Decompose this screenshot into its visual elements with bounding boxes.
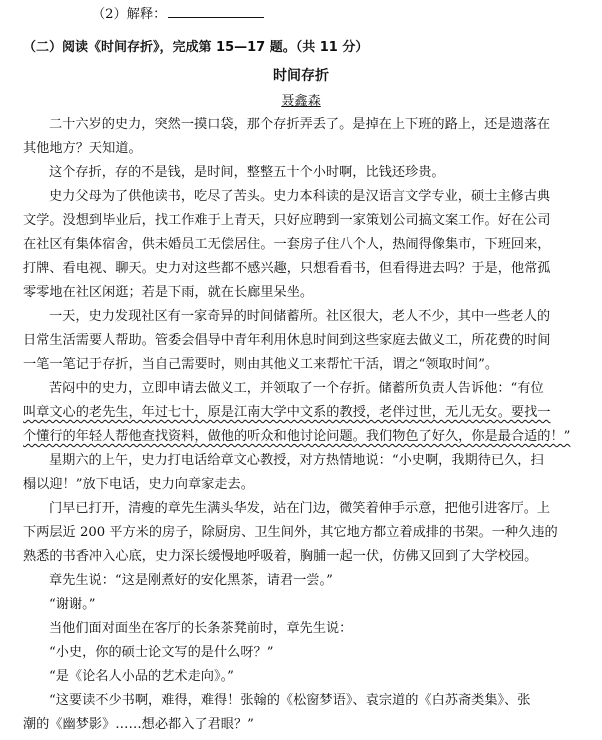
paragraph-line: 潮的《幽梦影》……想必都入了君眼？” xyxy=(23,717,254,732)
paragraph-line: 在社区有集体宿舍，供未婚员工无偿居住。一套房子住八个人，热闹得像集市，下班回来， xyxy=(23,237,551,252)
question-2-label: （2）解释： xyxy=(92,7,167,22)
paragraph-line: 文学。没想到毕业后，找工作难于上青天，只好应聘到一家策划公司搞文案工作。好在公司 xyxy=(23,213,551,228)
article-author xyxy=(0,93,602,111)
paragraph-line: 史力父母为了供他读书，吃尽了苦头。史力本科读的是汉语言文学专业，硕士主修古典 xyxy=(49,189,551,204)
paragraph-line: “小史，你的硕士论文写的是什么呀？” xyxy=(49,645,274,660)
paragraph-line: 苦闷中的史力，立即申请去做义工，并领取了一个存折。储蓄所负责人告诉他：“有位 xyxy=(49,381,544,396)
paragraph-line: 日常生活需要人帮助。管委会倡导中青年利用休息时间到这些家庭去做义工，所花费的时间 xyxy=(23,333,551,348)
paragraph-line: 星期六的上午，史力打电话给章文心教授，对方热情地说：“小史啊，我期待已久，扫 xyxy=(49,453,544,468)
author-name: 聂鑫森 xyxy=(281,94,321,109)
paragraph-line: 一笔一笔记于存折，当自己需要时，则由其他义工来帮忙干活，谓之“领取时间”。 xyxy=(23,357,499,372)
paragraph-line: 当他们面对面坐在客厅的长条茶凳前时，章先生说： xyxy=(49,621,353,636)
question-2-line xyxy=(92,4,264,24)
paragraph-line: “是《论名人小品的艺术走向》。” xyxy=(49,669,234,684)
answer-blank[interactable] xyxy=(168,4,264,18)
paragraph-line: 榻以迎！”放下电话，史力向章家走去。 xyxy=(23,477,254,492)
paragraph-line: 下两层近 200 平方米的房子，除厨房、卫生间外，其它地方都立着成排的书架。一种久违的 xyxy=(23,525,558,540)
paragraph-line: 叫章文心的老先生，年过七十，原是江南大学中文系的教授，老伴过世，无儿无女。要找一 xyxy=(23,405,551,420)
paragraph-line: 其他地方？天知道。 xyxy=(23,141,142,156)
section-heading: （二）阅读《时间存折》，完成第 15—17 题。（共 11 分） xyxy=(23,40,369,55)
paragraph-line: 熟悉的书香冲入心底，史力深长缓慢地呼吸着，胸脯一起一伏，仿佛又回到了大学校园。 xyxy=(23,549,538,564)
paragraph-line: “这要读不少书啊，难得，难得！张翰的《松窗梦语》、袁宗道的《白苏斋类集》、张 xyxy=(49,693,531,708)
paragraph-line: 打牌、看电视、聊天。史力对这些都不感兴趣，只想看看书，但看得进去吗？于是，他常孤 xyxy=(23,261,551,276)
paragraph-line: 一天，史力发现社区有一家奇异的时间储蓄所。社区很大，老人不少，其中一些老人的 xyxy=(49,309,551,324)
paragraph-line: 零零地在社区闲逛；若是下雨，就在长廊里呆坐。 xyxy=(23,285,314,300)
paragraph-line: 门早已打开，清瘦的章先生满头华发，站在门边，微笑着伸手示意，把他引进客厅。上 xyxy=(49,501,551,516)
article-title: 时间存折 xyxy=(273,68,329,84)
paragraph-line: 这个存折，存的不是钱，是时间，整整五十个小时啊，比钱还珍贵。 xyxy=(49,165,445,180)
paragraph-line: 章先生说：“这是刚煮好的安化黑茶，请君一尝。” xyxy=(49,573,333,588)
paragraph-line: 个懂行的年轻人帮他查找资料，做他的听众和他讨论问题。我们物色了好久，你是最合适的！” xyxy=(23,429,571,444)
paragraph-line: 二十六岁的史力，突然一摸口袋，那个存折弄丢了。是掉在上下班的路上，还是遗落在 xyxy=(49,117,551,132)
paragraph-line: “谢谢。” xyxy=(49,597,96,612)
